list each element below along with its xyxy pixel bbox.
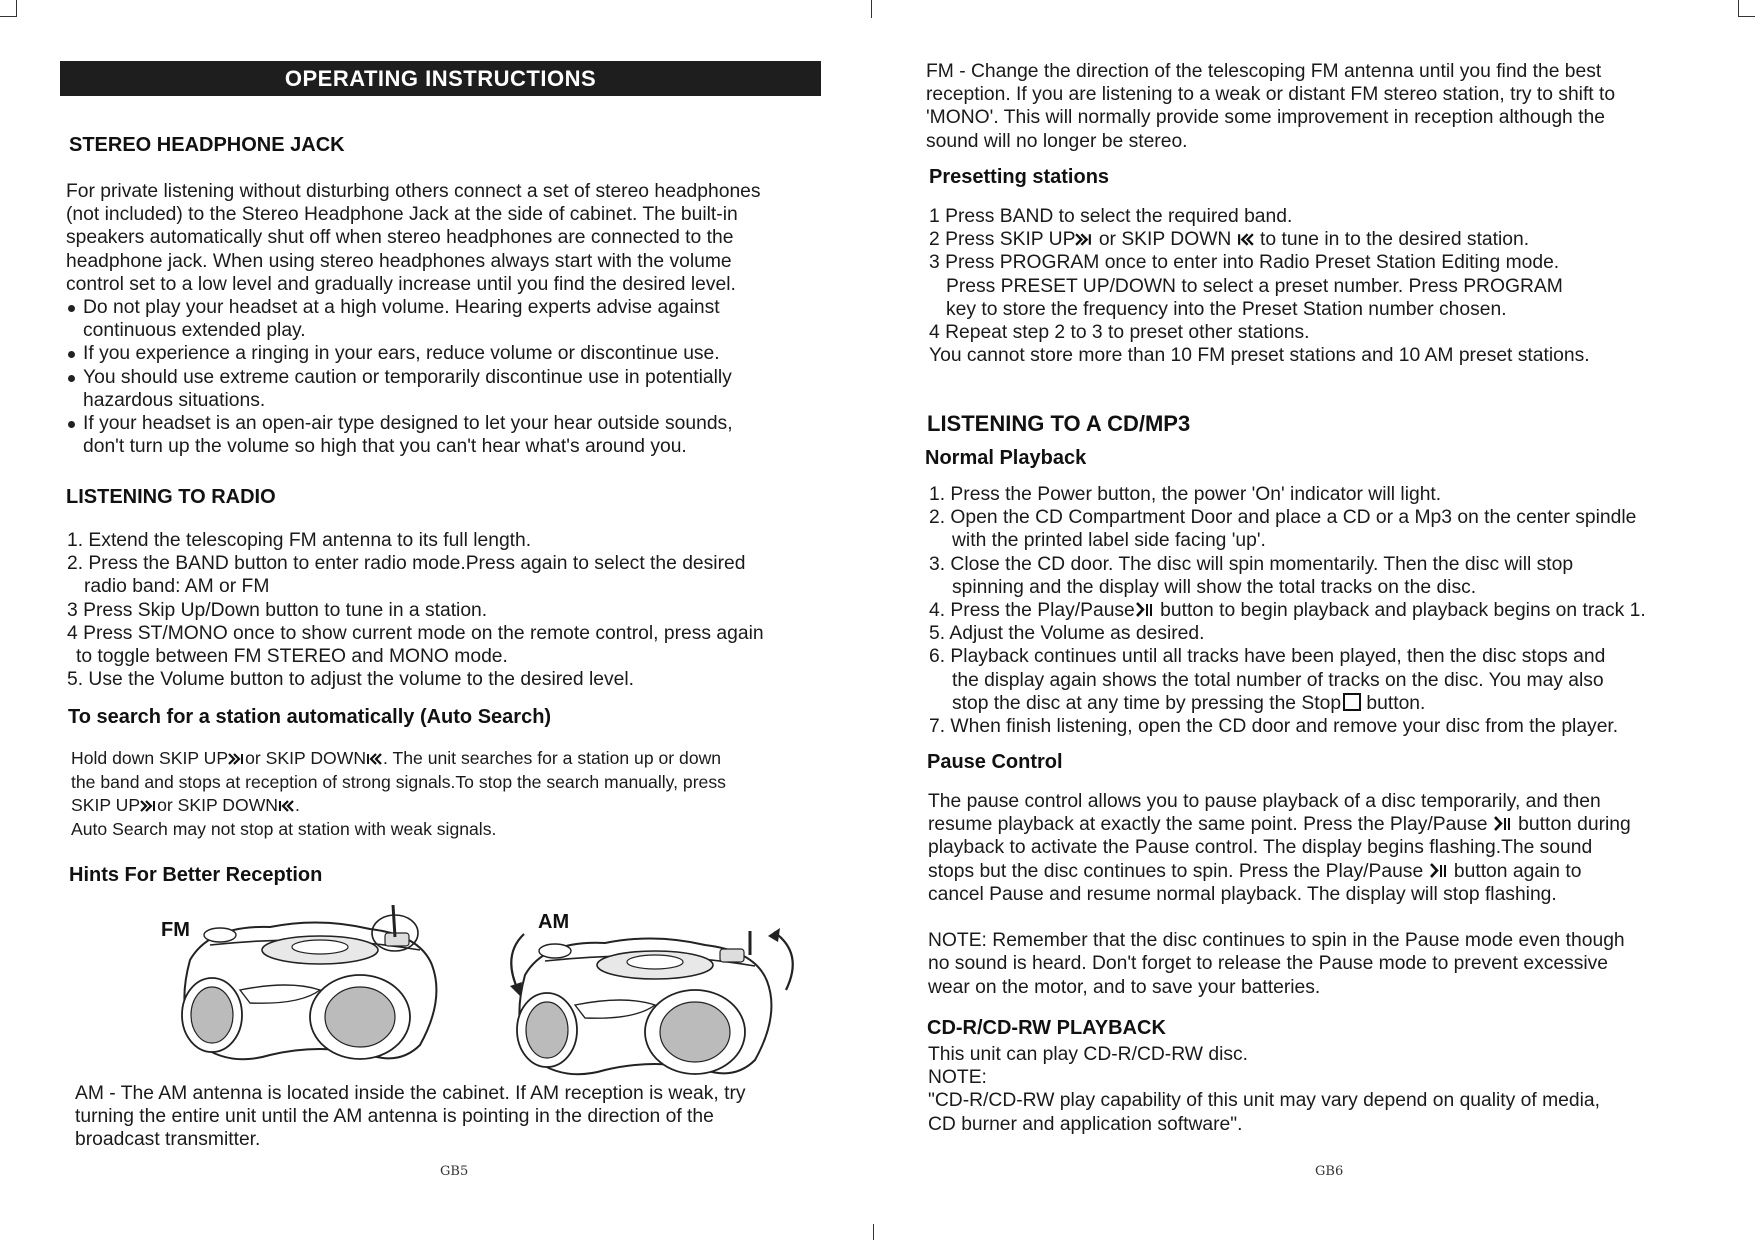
headphone-heading: STEREO HEADPHONE JACK	[69, 134, 345, 156]
step-line: 7. When finish listening, open the CD door and remove your disc from the player.	[929, 715, 1619, 737]
skip-up-icon	[228, 752, 245, 766]
presetting-heading: Presetting stations	[929, 166, 1110, 188]
step-line: 4 Repeat step 2 to 3 to preset other stations.	[929, 321, 1310, 343]
pause-paragraph	[928, 790, 1631, 999]
step-line: 2. Open the CD Compartment Door and place a CD or a Mp3 on the center spindle	[929, 507, 1637, 529]
fm-paragraph	[926, 60, 1615, 153]
step-line: 3 Press PROGRAM once to enter into Radio Preset Station Editing mode.	[929, 252, 1560, 274]
step-line	[929, 599, 1646, 622]
text-line: turning the entire unit until the AM antenna is pointing in the direction of the	[75, 1106, 714, 1128]
step-line: spinning and the display will show the total tracks on the disc.	[952, 576, 1477, 598]
text-line: playback to activate the Pause control. The display begins flashing.The sound	[928, 837, 1593, 859]
cdr-paragraph	[928, 1043, 1600, 1136]
page-number-left: GB5	[440, 1164, 469, 1179]
radio-steps	[67, 529, 764, 691]
text-line	[71, 747, 726, 771]
radio-heading: LISTENING TO RADIO	[66, 486, 276, 508]
step-line: key to store the frequency into the Preset Station number chosen.	[946, 298, 1507, 320]
text-line: For private listening without disturbing others connect a set of stereo headphones	[66, 181, 761, 202]
play-pause-icon	[1493, 815, 1513, 832]
text-line: no sound is heard. Don't forget to release the Pause mode to prevent excessive	[928, 953, 1609, 975]
stop-icon	[1343, 693, 1361, 711]
text-line: "CD-R/CD-RW play capability of this unit may vary depend on quality of media,	[928, 1090, 1600, 1112]
step-line	[929, 228, 1590, 251]
step-line: 5. Use the Volume button to adjust the volume to the desired level.	[67, 669, 634, 691]
text-line: headphone jack. When using stereo headphones always start with the volume	[66, 250, 732, 272]
step-line: with the printed label side facing 'up'.	[952, 530, 1266, 552]
page-number-right: GB6	[1315, 1164, 1344, 1179]
skip-up-icon	[140, 799, 157, 813]
text-line: The pause control allows you to pause playback of a disc temporarily, and then	[928, 791, 1601, 812]
step-line: 4 Press ST/MONO once to show current mode on the remote control, press again	[67, 622, 764, 644]
text-fragment: stop the disc at any time by pressing the Stop	[952, 692, 1342, 714]
step-line: 2. Press the BAND button to enter radio mode.Press again to select the desired	[67, 553, 746, 575]
cdr-heading: CD-R/CD-RW PLAYBACK	[927, 1017, 1166, 1039]
step-line: You cannot store more than 10 FM preset stations and 10 AM preset stations.	[929, 345, 1590, 367]
step-line: 1. Extend the telescoping FM antenna to its full length.	[67, 530, 532, 551]
step-line: 3. Close the CD door. The disc will spin momentarily. Then the disc will stop	[929, 553, 1574, 575]
step-line: 5. Adjust the Volume as desired.	[929, 623, 1205, 645]
step-line: the display again shows the total number of tracks on the disc. You may also	[952, 669, 1604, 691]
text-line: NOTE:	[928, 1067, 987, 1089]
bullet-continuation: don't turn up the volume so high that you can't hear what's around you.	[83, 436, 687, 458]
bullet-item: If your headset is an open-air type designed to let your hear outside sounds,	[66, 412, 761, 435]
play-pause-icon	[1135, 601, 1155, 618]
step-line: Press PRESET UP/DOWN to select a preset number. Press PROGRAM	[946, 275, 1563, 297]
bullet-continuation: continuous extended play.	[83, 320, 306, 342]
auto-search-heading: To search for a station automatically (Auto Search)	[68, 706, 552, 728]
text-fragment: or SKIP DOWN	[1093, 229, 1232, 251]
crop-mark	[871, 0, 872, 18]
crop-mark	[873, 1224, 874, 1240]
text-line: NOTE: Remember that the disc continues to spin in the Pause mode even though	[928, 930, 1625, 952]
step-line	[929, 692, 1646, 715]
text-fragment: button to begin playback and playback begins on track 1.	[1154, 599, 1646, 621]
text-fragment: . The unit searches for a station up or down	[383, 748, 722, 768]
presetting-steps	[929, 205, 1590, 367]
step-line: 6. Playback continues until all tracks have been played, then the disc stops and	[929, 646, 1606, 668]
blank-line	[928, 906, 1631, 929]
skip-down-icon	[1237, 232, 1255, 247]
text-line: This unit can play CD-R/CD-RW disc.	[928, 1044, 1248, 1065]
operating-instructions-banner: OPERATING INSTRUCTIONS	[60, 61, 821, 96]
pause-heading: Pause Control	[927, 751, 1063, 773]
skip-up-icon	[1075, 232, 1093, 247]
text-fragment: button.	[1361, 692, 1426, 714]
step-line: 3 Press Skip Up/Down button to tune in a station.	[67, 599, 488, 621]
am-paragraph	[75, 1082, 746, 1152]
text-line: FM - Change the direction of the telescoping FM antenna until you find the best	[926, 61, 1602, 82]
hints-heading: Hints For Better Reception	[69, 864, 323, 886]
bullet-item: If you experience a ringing in your ears, reduce volume or discontinue use.	[66, 342, 761, 365]
text-line: wear on the motor, and to save your batteries.	[928, 976, 1321, 998]
text-line: speakers automatically shut off when stereo headphones are connected to the	[66, 227, 734, 249]
text-line: (not included) to the Stereo Headphone Jack at the side of cabinet. The built-in	[66, 204, 738, 226]
normal-playback-steps	[929, 483, 1646, 738]
skip-down-icon	[366, 752, 383, 766]
text-line: Auto Search may not stop at station with weak signals.	[71, 818, 497, 839]
text-line: reception. If you are listening to a weak or distant FM stereo station, try to shift to	[926, 84, 1616, 106]
text-line: sound will no longer be stereo.	[926, 130, 1188, 152]
crop-mark	[0, 16, 16, 17]
text-fragment: button during	[1512, 814, 1631, 836]
text-line: 'MONO'. This will normally provide some improvement in reception although the	[926, 107, 1605, 129]
text-fragment: button again to	[1448, 860, 1582, 882]
step-line: 1 Press BAND to select the required band.	[929, 206, 1293, 227]
fm-boombox-illustration	[170, 905, 470, 1075]
bullet-continuation: hazardous situations.	[83, 389, 266, 411]
text-line: CD burner and application software".	[928, 1113, 1243, 1135]
text-line	[71, 794, 726, 818]
text-line	[928, 860, 1631, 883]
bullet-item: You should use extreme caution or temporarily discontinue use in potentially	[66, 366, 761, 389]
rotate-arrow-icon	[766, 928, 806, 998]
step-line: 1. Press the Power button, the power 'On' indicator will light.	[929, 484, 1442, 505]
auto-search-paragraph	[71, 747, 726, 841]
crop-mark	[16, 0, 17, 17]
text-fragment: or SKIP DOWN	[245, 748, 367, 768]
bullet-item: Do not play your headset at a high volume. Hearing experts advise against	[66, 296, 761, 319]
text-fragment: 4. Press the Play/Pause	[929, 599, 1135, 621]
text-line: control set to a low level and gradually increase until you find the desired level.	[66, 273, 736, 295]
text-fragment: or SKIP DOWN	[157, 795, 279, 815]
fm-label: FM	[161, 919, 190, 941]
skip-down-icon	[278, 799, 295, 813]
text-fragment: 2 Press SKIP UP	[929, 229, 1076, 251]
normal-playback-heading: Normal Playback	[925, 447, 1087, 469]
text-line	[928, 813, 1631, 836]
text-line: AM - The AM antenna is located inside the cabinet. If AM reception is weak, try	[75, 1083, 746, 1104]
text-fragment: resume playback at exactly the same point. Press the Play/Pause	[928, 814, 1488, 836]
rotate-arrow-icon	[500, 930, 540, 1000]
text-fragment: .	[295, 795, 300, 815]
step-line: radio band: AM or FM	[84, 576, 270, 598]
text-fragment: to tune in to the desired station.	[1254, 229, 1530, 251]
step-line: to toggle between FM STEREO and MONO mode.	[76, 645, 508, 667]
text-line: cancel Pause and resume normal playback. The display will stop flashing.	[928, 883, 1557, 905]
text-line: broadcast transmitter.	[75, 1129, 261, 1151]
am-boombox-illustration	[505, 925, 805, 1085]
text-fragment: SKIP UP	[71, 795, 141, 815]
cd-heading: LISTENING TO A CD/MP3	[927, 411, 1191, 436]
play-pause-icon	[1429, 862, 1449, 879]
text-fragment: Hold down SKIP UP	[71, 748, 229, 768]
crop-mark	[1738, 16, 1755, 17]
text-line: the band and stops at reception of strong signals.To stop the search manually, press	[71, 771, 726, 792]
am-label: AM	[538, 911, 570, 933]
headphone-paragraph	[66, 180, 761, 458]
crop-mark	[1738, 0, 1739, 17]
text-fragment: stops but the disc continues to spin. Press the Play/Pause	[928, 860, 1429, 882]
